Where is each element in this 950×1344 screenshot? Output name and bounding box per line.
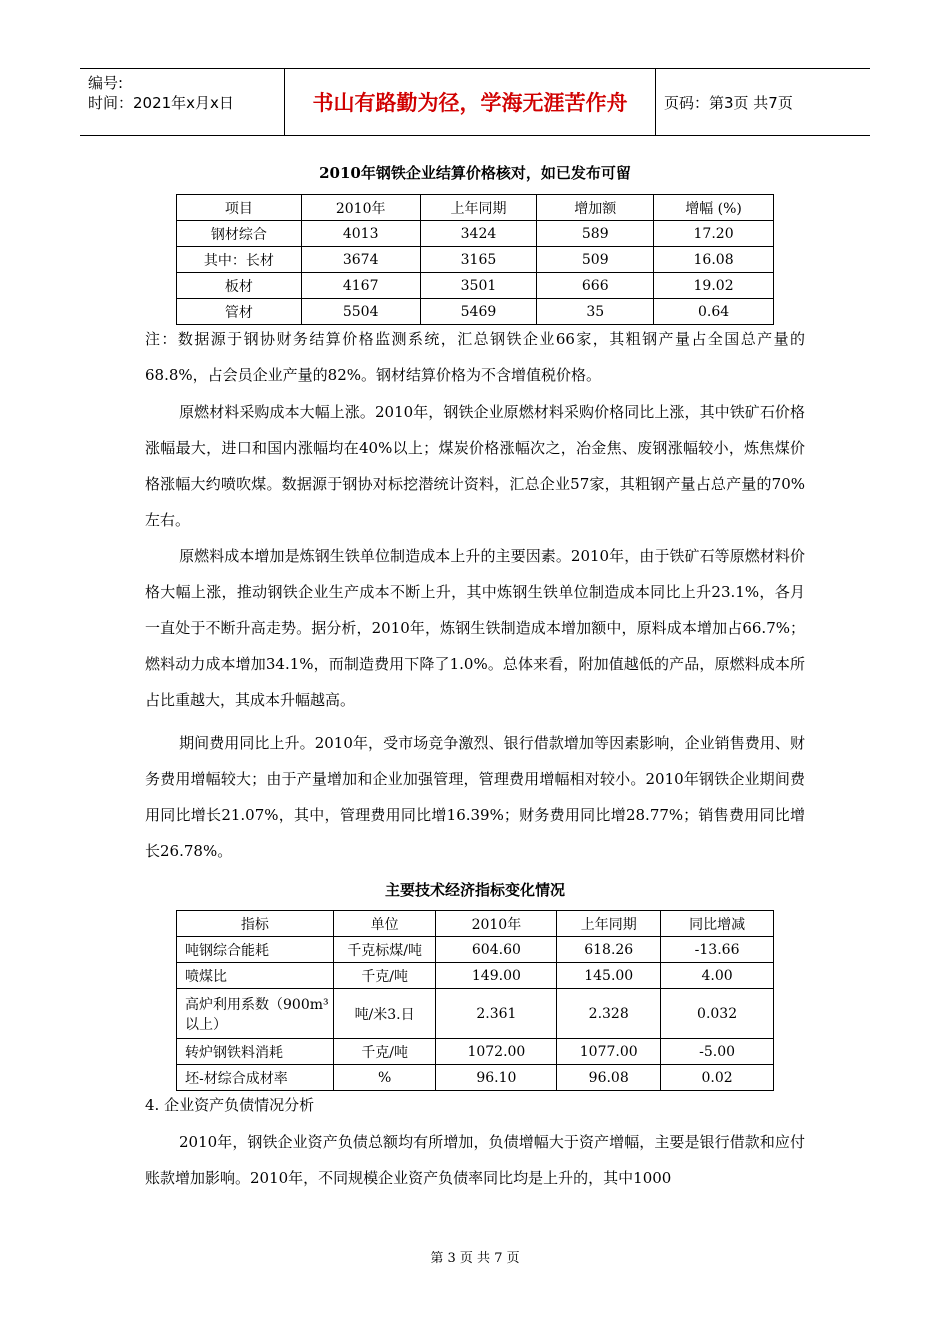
- table-header-cell: 增加额: [537, 195, 654, 221]
- table-cell: 2.361: [436, 989, 557, 1039]
- price-table: [176, 194, 774, 325]
- table-cell: 17.20: [654, 221, 774, 247]
- table-cell: 604.60: [436, 937, 557, 963]
- table-cell: 4167: [301, 273, 420, 299]
- table-cell: 钢材综合: [177, 221, 302, 247]
- table-cell: 19.02: [654, 273, 774, 299]
- table-cell: 1072.00: [436, 1039, 557, 1065]
- table-header-cell: 指标: [177, 911, 334, 937]
- table-header-cell: 2010年: [301, 195, 420, 221]
- table-row: [177, 221, 774, 247]
- table-header-cell: 增幅 (%): [654, 195, 774, 221]
- table-header-cell: 2010年: [436, 911, 557, 937]
- table-cell: 145.00: [557, 963, 661, 989]
- table-cell: 5469: [420, 299, 537, 325]
- table-cell: -13.66: [661, 937, 774, 963]
- table-cell: 吨钢综合能耗: [177, 937, 334, 963]
- table-row: [177, 963, 774, 989]
- table-row: [177, 247, 774, 273]
- date-label: 时间：2021年x月x日: [88, 94, 234, 112]
- section4-paragraph: [145, 1124, 805, 1196]
- table-cell: 坯-材综合成材率: [177, 1065, 334, 1091]
- table2-title: 主要技术经济指标变化情况: [384, 881, 565, 899]
- table-cell: 96.10: [436, 1065, 557, 1091]
- table-header-cell: 同比增减: [661, 911, 774, 937]
- table-cell: 96.08: [557, 1065, 661, 1091]
- table-cell: 其中：长材: [177, 247, 302, 273]
- table-cell: 589: [537, 221, 654, 247]
- table-cell: %: [333, 1065, 436, 1091]
- table-cell: 0.02: [661, 1065, 774, 1091]
- table-cell: 4.00: [661, 963, 774, 989]
- table-cell: 0.64: [654, 299, 774, 325]
- table-header-cell: 单位: [333, 911, 436, 937]
- table-header-cell: 项目: [177, 195, 302, 221]
- table-cell: 35: [537, 299, 654, 325]
- page-footer: 第 3 页 共 7 页: [430, 1251, 520, 1266]
- table-cell: 喷煤比: [177, 963, 334, 989]
- table-row: [177, 989, 774, 1039]
- section4-heading: 4. 企业资产负债情况分析: [145, 1096, 315, 1114]
- paragraph-3: [145, 725, 805, 869]
- table-cell: 千克标煤/吨: [333, 937, 436, 963]
- table-cell: 1077.00: [557, 1039, 661, 1065]
- table-cell: -5.00: [661, 1039, 774, 1065]
- table-cell: 509: [537, 247, 654, 273]
- table-cell: 管材: [177, 299, 302, 325]
- table1-note: 注：数据源于钢协财务结算价格监测系统，汇总钢铁企业66家，其粗钢产量占全国总产量的68.8%，占会员企业产量的82%。钢材结算价格为不含增值税价格。: [145, 330, 805, 384]
- table-cell: 3501: [420, 273, 537, 299]
- table-cell: 618.26: [557, 937, 661, 963]
- table1-title: 2010年钢铁企业结算价格核对，如已发布可留: [319, 164, 631, 182]
- table-cell: 千克/吨: [333, 963, 436, 989]
- table-cell: 2.328: [557, 989, 661, 1039]
- section4-text: 2010年，钢铁企业资产负债总额均有所增加，负债增幅大于资产增幅，主要是银行借款和应付账款增加影响。2010年，不同规模企业资产负债率同比均是上升的，其中1000: [145, 1133, 805, 1187]
- page-label: 页码：第3页 共7页: [664, 93, 793, 112]
- table-cell: 转炉钢铁料消耗: [177, 1039, 334, 1065]
- table-cell: 149.00: [436, 963, 557, 989]
- paragraph-1-text: 原燃材料采购成本大幅上涨。2010年，钢铁企业原燃材料采购价格同比上涨，其中铁矿石价格涨幅最大，进口和国内涨幅均在40%以上；煤炭价格涨幅次之，冶金焦、废钢涨幅较小，炼焦煤价格涨幅大约喷吹煤。数据源于钢协对标挖潜统计资料，汇总企业57家，其粗钢产量占总产量的70%左右。: [145, 403, 805, 529]
- table-cell: 3424: [420, 221, 537, 247]
- page-header: [80, 68, 870, 136]
- table-cell: 4013: [301, 221, 420, 247]
- table-cell: 16.08: [654, 247, 774, 273]
- table-cell: 3674: [301, 247, 420, 273]
- table-cell: 高炉利用系数（900m³以上）: [177, 989, 334, 1039]
- table-header-cell: 上年同期: [420, 195, 537, 221]
- number-label: 编号:: [88, 74, 124, 92]
- paragraph-2: [145, 538, 805, 718]
- table-cell: 吨/米3.日: [333, 989, 436, 1039]
- table-cell: 板材: [177, 273, 302, 299]
- table-row: [177, 1039, 774, 1065]
- table-header-cell: 上年同期: [557, 911, 661, 937]
- indicator-table: [176, 910, 774, 1091]
- table-row: [177, 1065, 774, 1091]
- paragraph-1: [145, 394, 805, 538]
- table-cell: 5504: [301, 299, 420, 325]
- header-info: [80, 69, 284, 135]
- motto: 书山有路勤为径，学海无涯苦作舟: [284, 69, 656, 135]
- table-cell: 0.032: [661, 989, 774, 1039]
- paragraph-2-text: 原燃料成本增加是炼钢生铁单位制造成本上升的主要因素。2010年，由于铁矿石等原燃材料价格大幅上涨，推动钢铁企业生产成本不断上升，其中炼钢生铁单位制造成本同比上升23.1%，各月一直处于不断升高走势。据分析，2010年，炼钢生铁制造成本增加额中，原料成本增加占66.7%；燃料动力成本增加34.1%，而制造费用下降了1.0%。总体来看，附加值越低的产品，原燃料成本所占比重越大，其成本升幅越高。: [145, 547, 805, 709]
- table-cell: 666: [537, 273, 654, 299]
- paragraph-3-text: 期间费用同比上升。2010年，受市场竞争激烈、银行借款增加等因素影响，企业销售费用、财务费用增幅较大；由于产量增加和企业加强管理，管理费用增幅相对较小。2010年钢铁企业期间费用同比增长21.07%，其中，管理费用同比增16.39%；财务费用同比增28.77%；销售费用同比增长26.78%。: [145, 734, 805, 860]
- table-header-row: [177, 911, 774, 937]
- table-row: [177, 273, 774, 299]
- table-cell: 3165: [420, 247, 537, 273]
- table-header-row: [177, 195, 774, 221]
- table-cell: 千克/吨: [333, 1039, 436, 1065]
- table-row: [177, 937, 774, 963]
